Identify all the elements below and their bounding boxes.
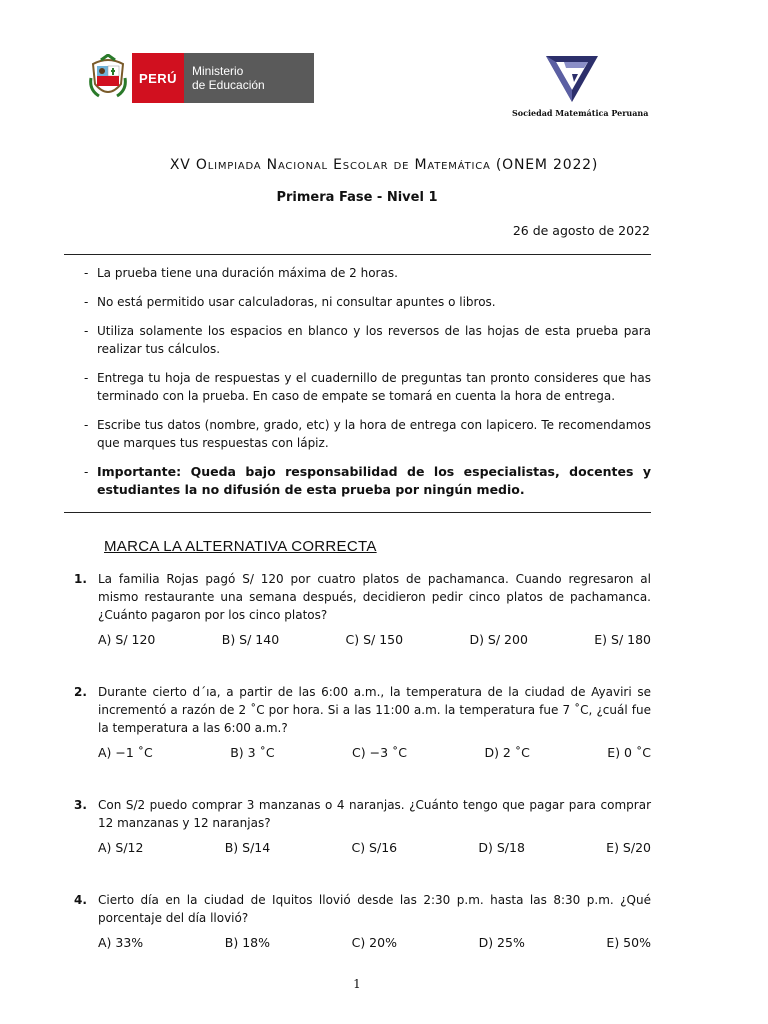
page-title: XV Olimpiada Nacional Escolar de Matemática (ONEM 2022) [169, 157, 599, 173]
exam-date: 26 de agosto de 2022 [512, 223, 650, 238]
option-c[interactable]: C) 20% [351, 935, 397, 950]
option-d[interactable]: D) 2 ˚C [484, 745, 530, 760]
instruction-item: - La prueba tiene una duración máxima de 2 horas. [84, 266, 398, 280]
section-heading: MARCA LA ALTERNATIVA CORRECTA [104, 538, 377, 555]
instructions-list [84, 264, 651, 510]
option-a[interactable]: A) S/12 [98, 840, 144, 855]
option-a[interactable]: A) S/ 120 [98, 632, 156, 647]
option-c[interactable]: C) S/16 [351, 840, 398, 855]
coat-of-arms-icon [88, 53, 128, 103]
option-a[interactable]: A) 33% [98, 935, 144, 950]
question-3 [74, 796, 651, 855]
option-b[interactable]: B) S/ 140 [221, 632, 280, 647]
page-number: 1 [353, 977, 361, 991]
question-stem: Durante cierto d´ıa, a partir de las 6:00 a.m., la temperatura de la ciudad de Ayaviri se incrementó a razón de 2 ˚C por hora. Si a las 11:00 a.m. la temperatura fue 7 ˚C, ¿cuál fue la temperatura a las 6:00 a.m.? [98, 685, 651, 735]
option-b[interactable]: B) 18% [224, 935, 270, 950]
option-e[interactable]: E) 50% [606, 935, 651, 950]
divider-bottom [64, 512, 651, 513]
option-e[interactable]: E) S/20 [606, 840, 651, 855]
ministry-line-1: Ministerio [192, 64, 244, 78]
instruction-item: - Escribe tus datos (nombre, grado, etc) y la hora de entrega con lapicero. Te recomendamos que marques tus respuestas con lápiz. [84, 418, 651, 450]
option-b[interactable]: B) S/14 [224, 840, 271, 855]
options-row [98, 935, 651, 950]
option-d[interactable]: D) S/18 [478, 840, 525, 855]
instruction-item: - Utiliza solamente los espacios en blanco y los reversos de las hojas de esta prueba para realizar tus cálculos. [84, 324, 651, 356]
question-stem: Cierto día en la ciudad de Iquitos llovió desde las 2:30 p.m. hasta las 8:30 p.m. ¿Qué porcentaje del día llovió? [98, 893, 651, 925]
question-number: 2. [74, 685, 87, 699]
instruction-item-important: - Importante: Queda bajo responsabilidad de los especialistas, docentes y estudiantes la no difusión de esta prueba por ningún medio. [84, 464, 651, 497]
option-b[interactable]: B) 3 ˚C [230, 745, 275, 760]
society-name: Sociedad Matemática Peruana [512, 108, 649, 118]
smp-emblem-icon [544, 52, 600, 104]
option-d[interactable]: D) 25% [478, 935, 525, 950]
question-number: 3. [74, 798, 87, 812]
options-row [98, 840, 651, 855]
options-row [98, 745, 651, 760]
option-c[interactable]: C) S/ 150 [345, 632, 404, 647]
option-d[interactable]: D) S/ 200 [469, 632, 528, 647]
ministry-name [184, 53, 314, 103]
question-stem: Con S/2 puedo comprar 3 manzanas o 4 naranjas. ¿Cuánto tengo que pagar para comprar 12 manzanas y 12 naranjas? [98, 798, 651, 830]
question-stem: La familia Rojas pagó S/ 120 por cuatro platos de pachamanca. Cuando regresaron al mismo restaurante una semana después, decidieron pedir cinco platos de pachamanca. ¿Cuánto pagaron por los cinco platos? [98, 572, 651, 622]
option-a[interactable]: A) −1 ˚C [98, 745, 153, 760]
option-e[interactable]: E) 0 ˚C [607, 745, 651, 760]
question-1 [74, 570, 651, 647]
ministry-logo [88, 53, 314, 103]
peru-label: PERÚ [132, 53, 184, 103]
ministry-line-2: de Educación [192, 78, 265, 92]
question-2 [74, 683, 651, 760]
instruction-item: - Entrega tu hoja de respuestas y el cuadernillo de preguntas tan pronto consideres que has terminado con la prueba. En caso de empate se tomará en cuenta la hora de entrega. [84, 371, 651, 403]
question-4 [74, 891, 651, 950]
divider-top [64, 254, 651, 255]
smp-logo [500, 50, 660, 122]
option-e[interactable]: E) S/ 180 [594, 632, 651, 647]
instruction-item: - No está permitido usar calculadoras, ni consultar apuntes o libros. [84, 295, 496, 309]
question-number: 1. [74, 572, 87, 586]
option-c[interactable]: C) −3 ˚C [352, 745, 407, 760]
options-row [98, 632, 651, 647]
page-subtitle: Primera Fase - Nivel 1 [276, 190, 438, 205]
question-number: 4. [74, 893, 87, 907]
